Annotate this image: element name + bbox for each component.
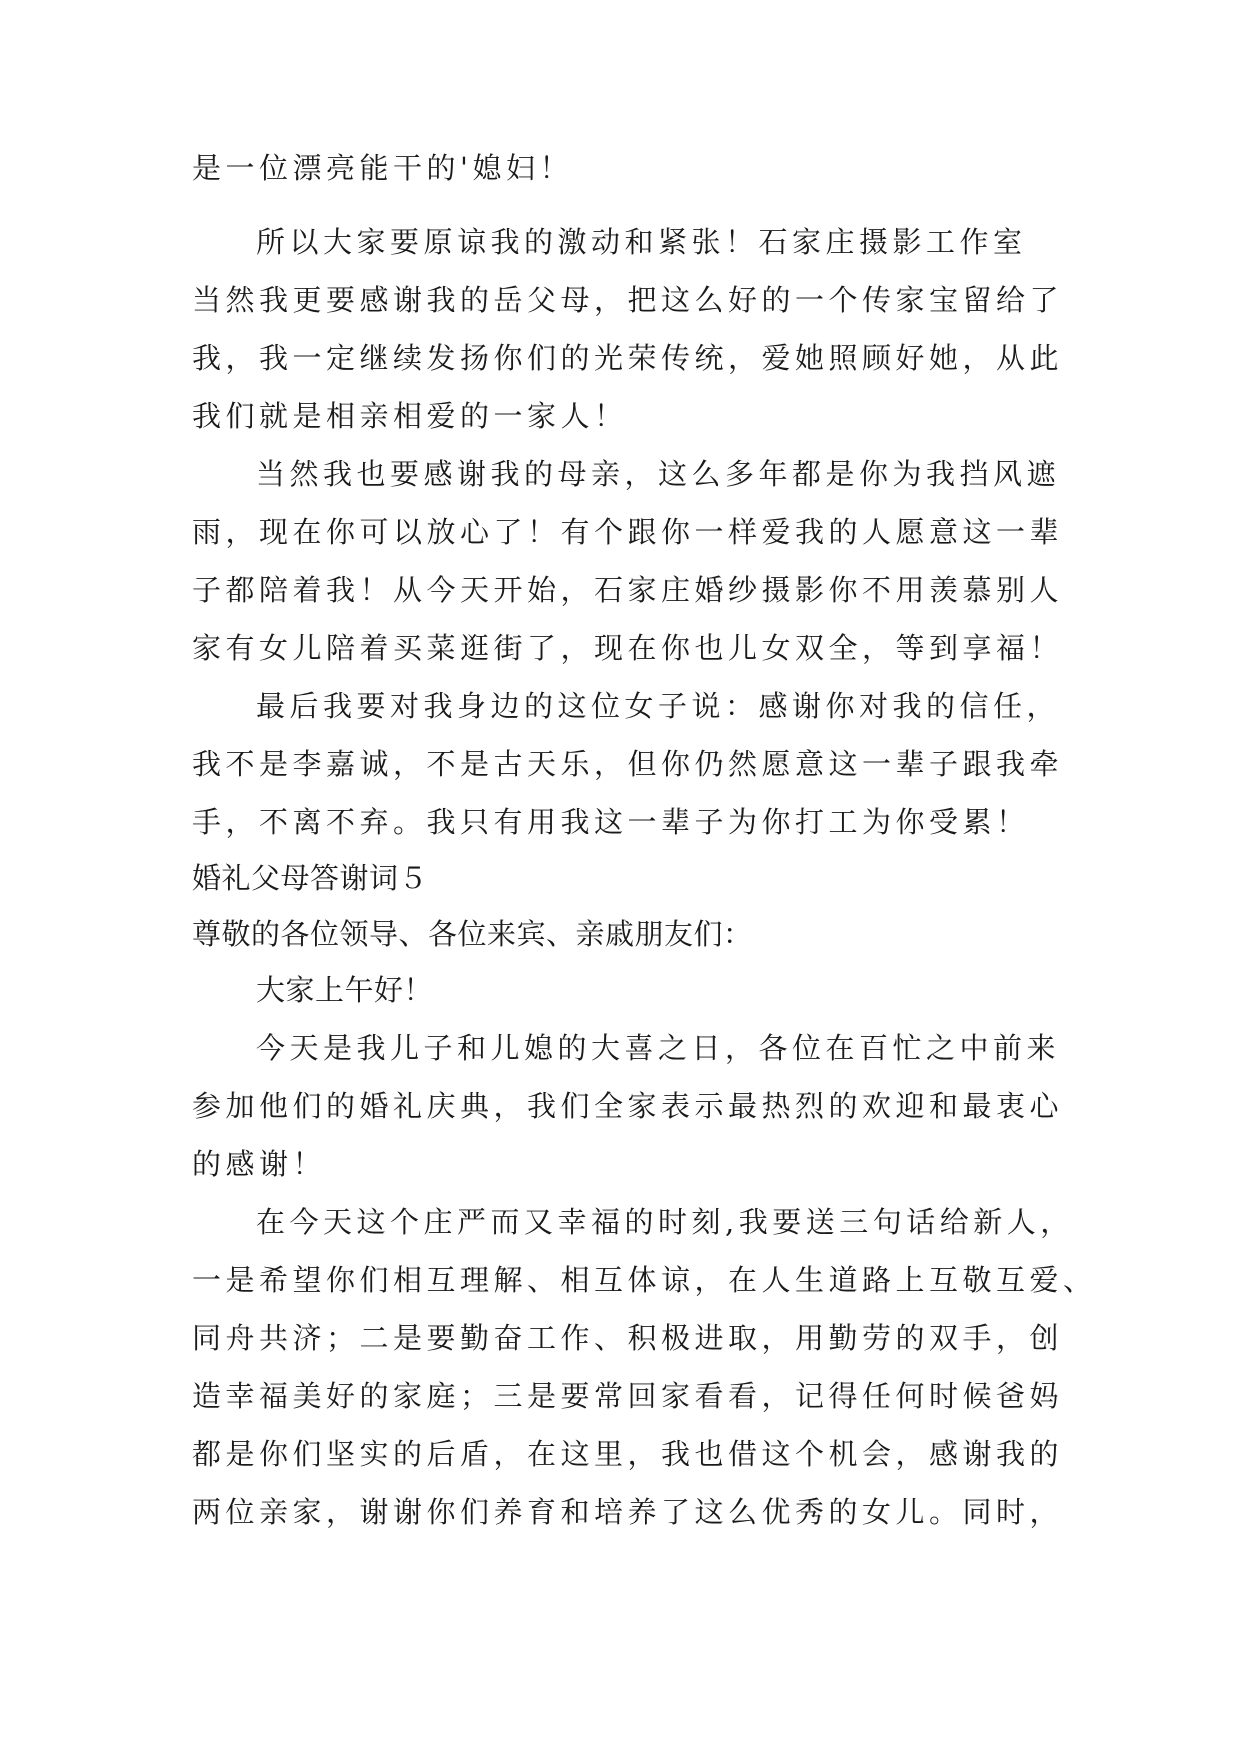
text-line: 雨，现在你可以放心了！有个跟你一样爱我的人愿意这一辈 bbox=[192, 515, 1064, 549]
paragraph-first-line: 当然我也要感谢我的母亲，这么多年都是你为我挡风遮 bbox=[256, 457, 1061, 491]
greeting: 大家上午好！ bbox=[256, 973, 434, 1007]
text-line: 手，不离不弃。我只有用我这一辈子为你打工为你受累！ bbox=[192, 805, 1030, 839]
paragraph-first-line: 在今天这个庄严而又幸福的时刻,我要送三句话给新人， bbox=[256, 1205, 1074, 1239]
paragraph-first-line: 所以大家要原谅我的激动和紧张！石家庄摄影工作室 bbox=[256, 225, 1027, 259]
text-line: 家有女儿陪着买菜逛街了，现在你也儿女双全，等到享福！ bbox=[192, 631, 1064, 665]
salutation: 尊敬的各位领导、各位来宾、亲戚朋友们： bbox=[192, 917, 753, 951]
text-line: 一是希望你们相互理解、相互体谅，在人生道路上互敬互爱、 bbox=[192, 1263, 1097, 1297]
text-line: 都是你们坚实的后盾，在这里，我也借这个机会，感谢我的 bbox=[192, 1437, 1064, 1471]
text-line: 当然我更要感谢我的岳父母，把这么好的一个传家宝留给了 bbox=[192, 283, 1064, 317]
text-line: 同舟共济；二是要勤奋工作、积极进取，用勤劳的双手，创 bbox=[192, 1321, 1064, 1355]
text-line: 子都陪着我！从今天开始，石家庄婚纱摄影你不用羡慕别人 bbox=[192, 573, 1064, 607]
text-line: 造幸福美好的家庭；三是要常回家看看，记得任何时候爸妈 bbox=[192, 1379, 1064, 1413]
text-line: 我不是李嘉诚，不是古天乐，但你仍然愿意这一辈子跟我牵 bbox=[192, 747, 1064, 781]
text-line: 的感谢！ bbox=[192, 1147, 327, 1181]
text-line: 两位亲家，谢谢你们养育和培养了这么优秀的女儿。同时， bbox=[192, 1495, 1064, 1529]
paragraph-first-line: 最后我要对我身边的这位女子说：感谢你对我的信任， bbox=[256, 689, 1061, 723]
text-line: 参加他们的婚礼庆典，我们全家表示最热烈的欢迎和最衷心 bbox=[192, 1089, 1064, 1123]
text-line: 我，我一定继续发扬你们的光荣传统，爱她照顾好她，从此 bbox=[192, 341, 1064, 375]
section-heading: 婚礼父母答谢词５ bbox=[192, 861, 429, 895]
text-line: 是一位漂亮能干的'媳妇！ bbox=[192, 151, 573, 185]
text-line: 我们就是相亲相爱的一家人！ bbox=[192, 399, 628, 433]
paragraph-first-line: 今天是我儿子和儿媳的大喜之日，各位在百忙之中前来 bbox=[256, 1031, 1061, 1065]
